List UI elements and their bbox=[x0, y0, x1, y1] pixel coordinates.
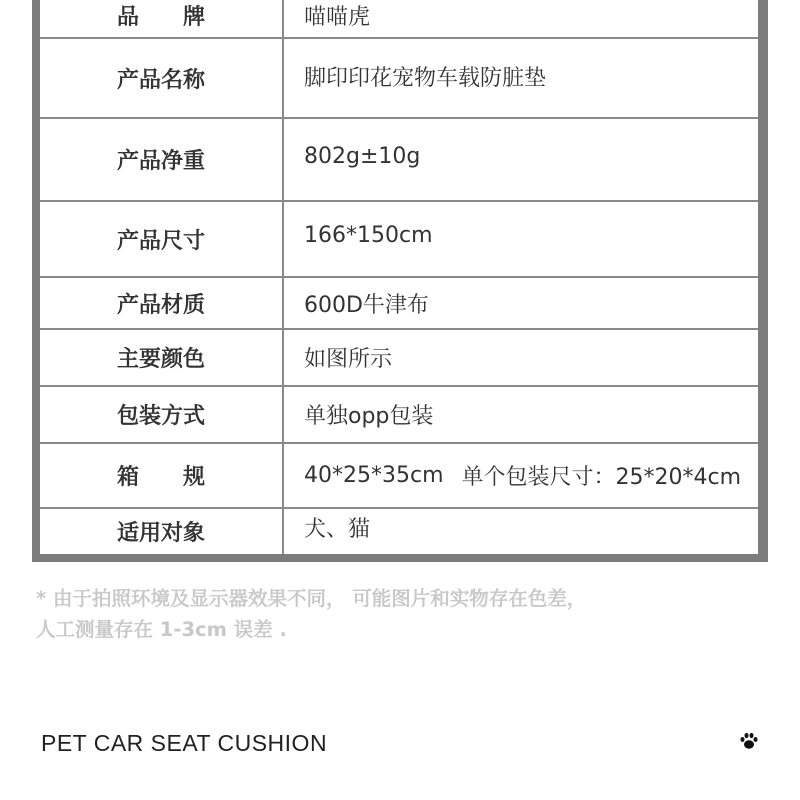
box-size-value: 40*25*35cm bbox=[304, 463, 444, 488]
row-label: 包装方式 bbox=[116, 404, 205, 429]
table-row bbox=[40, 509, 758, 554]
table-row bbox=[40, 278, 758, 330]
table-row bbox=[40, 39, 758, 119]
row-label: 箱 规 bbox=[116, 465, 205, 490]
row-label: 适用对象 bbox=[116, 521, 205, 546]
row-value: 166*150cm bbox=[304, 222, 433, 248]
footer-title: PET CAR SEAT CUSHION bbox=[41, 730, 328, 756]
table-row bbox=[40, 387, 758, 444]
row-value: 单独opp包装 bbox=[304, 404, 434, 429]
row-label: 产品尺寸 bbox=[116, 228, 205, 254]
disclaimer-line-2: 人工测量存在 1-3cm 误差 . bbox=[36, 618, 287, 641]
table-row bbox=[40, 444, 758, 509]
row-value: 喵喵虎 bbox=[304, 5, 371, 30]
row-value: 脚印印花宠物车载防脏垫 bbox=[304, 65, 547, 91]
table-row bbox=[40, 202, 758, 278]
row-value: 如图所示 bbox=[304, 347, 393, 372]
row-label: 产品名称 bbox=[116, 67, 205, 93]
row-label: 品 牌 bbox=[116, 5, 205, 30]
paw-icon bbox=[738, 730, 760, 752]
row-label: 产品净重 bbox=[116, 149, 205, 174]
row-value: 600D牛津布 bbox=[304, 292, 429, 318]
row-value bbox=[304, 444, 750, 507]
disclaimer-note bbox=[36, 583, 756, 645]
row-value: 犬、猫 bbox=[304, 517, 371, 542]
row-label: 主要颜色 bbox=[116, 347, 205, 372]
row-value: 802g±10g bbox=[304, 144, 421, 169]
table-row bbox=[40, 119, 758, 202]
unit-package-size: 单个包装尺寸：25*20*4cm bbox=[461, 465, 742, 490]
spec-table bbox=[40, 0, 758, 554]
row-label: 产品材质 bbox=[116, 292, 205, 318]
disclaimer-line-1: * 由于拍照环境及显示器效果不同， 可能图片和实物存在色差， bbox=[36, 587, 587, 610]
table-row bbox=[40, 330, 758, 387]
table-row bbox=[40, 0, 758, 39]
